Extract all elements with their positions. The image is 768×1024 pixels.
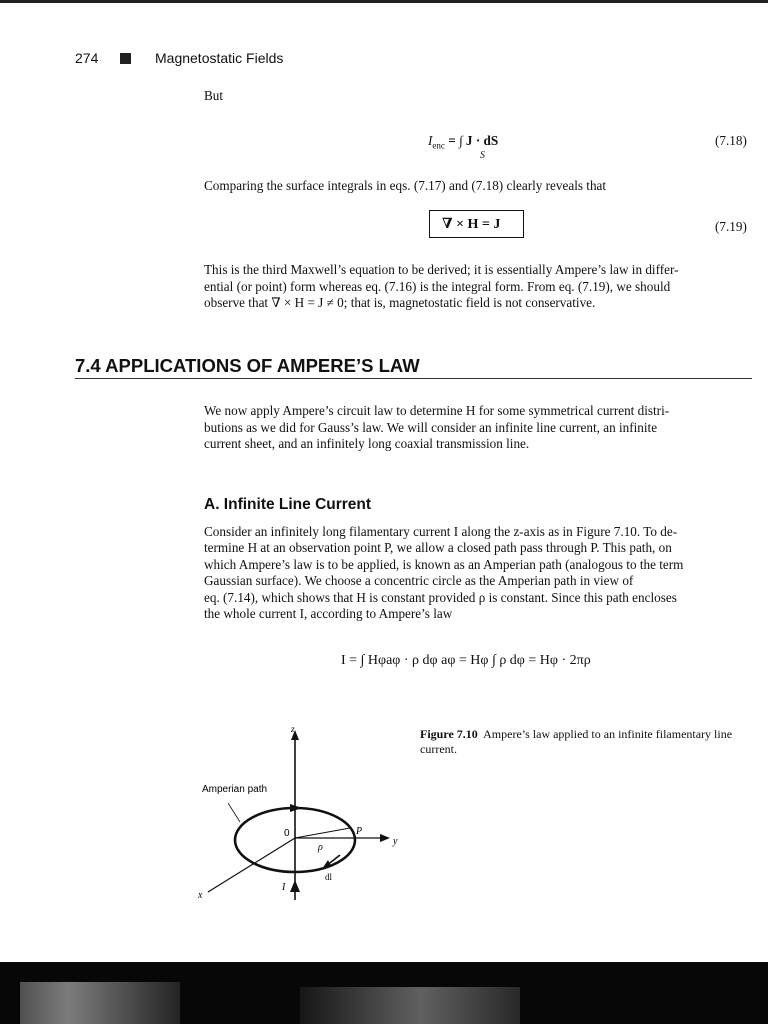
label-x: x [198,890,203,901]
figure-caption [420,727,755,757]
paragraph-third-maxwell [204,262,752,312]
eq-rhs: = ∫ J · dS [448,133,499,148]
caption-text: Ampere’s law applied to an infinite filamentary line current. [420,727,733,756]
eq-number-7-18: (7.18) [715,133,747,148]
equation-7-18 [428,133,498,151]
section-divider [75,378,752,379]
section-heading: 7.4 APPLICATIONS OF AMPERE’S LAW [75,355,420,376]
label-I: I [282,882,286,893]
eq-integral-limit: S [480,150,485,161]
subsection-heading: A. Infinite Line Current [204,496,372,513]
figure-7-10 [190,720,420,910]
label-P: P [356,826,363,837]
eq-lhs: I [428,133,433,148]
label-origin: 0 [284,828,290,839]
caption-label: Figure 7.10 [420,727,478,741]
text-line: termine H at an observation point P, we allow a closed path pass through P. This path, on [204,540,672,556]
y-arrow-icon [380,834,390,842]
text-line: This is the third Maxwell’s equation to be derived; it is essentially Ampere’s law in differ- [204,262,679,277]
boxed-equation-7-19 [429,210,524,238]
circle-direction-arrow-icon [290,804,302,812]
label-y: y [393,836,398,847]
eq-number-7-19: (7.19) [715,219,747,234]
label-rho: ρ [318,842,323,853]
text-line: the whole current I, according to Ampere’s law [204,606,453,622]
label-amperian-path: Amperian path [202,784,268,795]
page-number: 274 [75,50,99,66]
amperian-leader [228,803,240,822]
rho-radius [295,828,350,838]
text-line: butions as we did for Gauss’s law. We will consider an infinite line current, an infinite [204,419,658,435]
text-line: ential (or point) form whereas eq. (7.16) is the integral form. From eq. (7.19), we should [204,278,671,294]
text-line: We now apply Ampere’s circuit law to determine H for some symmetrical current distri- [204,403,670,418]
paragraph-line-current [204,524,752,622]
header-square-icon [120,53,131,64]
top-edge-rule [0,0,768,3]
running-title: Magnetostatic Fields [155,50,284,66]
current-arrow-icon [290,880,300,892]
text-line: eq. (7.14), which shows that H is constant provided ρ is constant. Since this path encloses [204,589,677,605]
scan-artifact [300,987,520,1024]
label-z: z [291,724,295,734]
text-line: observe that ∇ × H = J ≠ 0; that is, magnetostatic field is not conservative. [204,295,596,310]
equation-ampere: I = ∫ Hφaφ · ρ dφ aφ = Hφ ∫ ρ dφ = Hφ · 2πρ [341,653,591,668]
eq-lhs-subscript: enc [432,140,445,151]
scan-artifact [20,982,180,1024]
text-line: current sheet, and an infinitely long coaxial transmission line. [204,436,530,451]
scan-bottom-strip [0,962,768,1024]
text-line: which Ampere’s law is to be applied, is known as an Amperian path (analogous to the term [204,556,684,572]
paragraph-compare: Comparing the surface integrals in eqs. (7.17) and (7.18) clearly reveals that [204,178,607,193]
label-dl: dl [325,872,333,882]
text-line: Consider an infinitely long filamentary current I along the z-axis as in Figure 7.10. To de- [204,524,678,539]
intro-word: But [204,88,224,103]
eq-7-19-text: ∇ × H = J [442,217,501,232]
paragraph-apply [204,403,752,453]
text-line: Gaussian surface). We choose a concentric circle as the Amperian path in view of [204,573,634,589]
